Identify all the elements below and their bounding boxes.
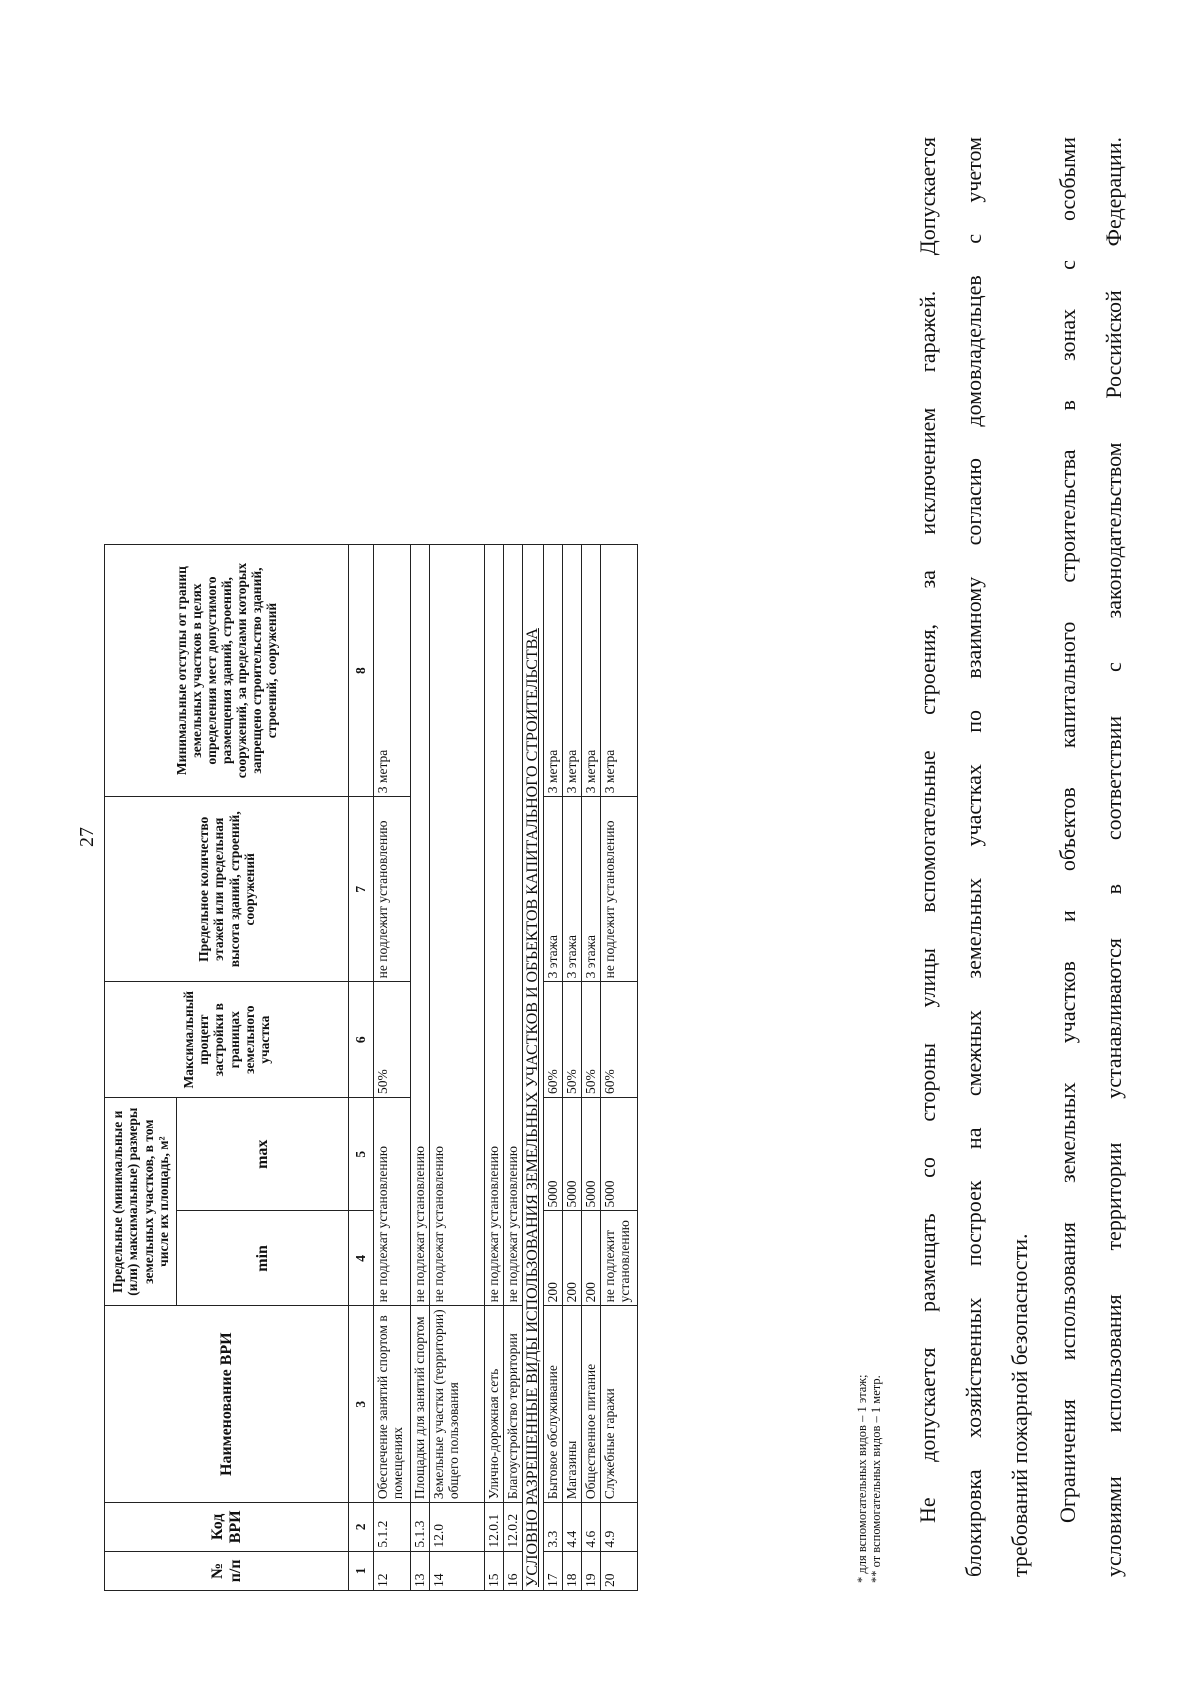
row-floors: не подлежит установлению [600, 797, 637, 982]
row-code: 12.0.1 [485, 1503, 504, 1552]
header-row-1 [105, 82, 177, 1591]
header-percent: Максимальный процент застройки в границах земельного участка [105, 982, 349, 1098]
row-percent: 50% [581, 982, 600, 1098]
row-max: 5000 [581, 1098, 600, 1211]
row-setback: 3 метра [374, 544, 411, 796]
col-number: 2 [349, 1503, 374, 1552]
header-code: Код ВРИ [105, 1503, 349, 1552]
row-number: 18 [562, 1551, 581, 1590]
col-number: 5 [349, 1098, 374, 1211]
row-name: Бытовое обслуживание [543, 1306, 562, 1503]
paragraph-line: блокировка хозяйственных построек на смежных земельных участках по взаимному согласию домовладельцев с учетом [961, 137, 986, 1577]
row-code: 4.9 [600, 1503, 637, 1552]
row-setback: 3 метра [600, 544, 637, 796]
row-max: 5000 [562, 1098, 581, 1211]
row-code: 5.1.3 [411, 1503, 430, 1552]
section-row [523, 82, 544, 1591]
table-row [485, 82, 504, 1591]
row-floors: 3 этажа [562, 797, 581, 982]
row-code: 12.0.2 [504, 1503, 523, 1552]
row-name: Земельные участки (территории) общего пользования [430, 1306, 485, 1503]
table-row [504, 82, 523, 1591]
paragraph-1 [905, 137, 1043, 1577]
row-max: 5000 [600, 1098, 637, 1211]
row-code: 4.4 [562, 1503, 581, 1552]
row-code: 12.0 [430, 1503, 485, 1552]
table-row [374, 82, 411, 1591]
row-percent: 60% [543, 982, 562, 1098]
row-code: 4.6 [581, 1503, 600, 1552]
row-sizes: не подлежат установлению [430, 544, 485, 1305]
row-setback: 3 метра [562, 544, 581, 796]
table-row [562, 82, 581, 1591]
row-sizes: не подлежат установлению [485, 544, 504, 1305]
row-name: Общественное питание [581, 1306, 600, 1503]
table-row [430, 82, 485, 1591]
paragraph-line: условиями использования территории устанавливаются в соответствии с законодательством Российской Федерации. [1101, 137, 1126, 1577]
row-name: Обеспечение занятий спортом в помещениях [374, 1306, 411, 1503]
header-max: max [177, 1098, 349, 1211]
footnote: * для вспомогательных видов – 1 этаж; [855, 1374, 869, 1583]
row-min: не подлежит установлению [600, 1211, 637, 1306]
row-number: 13 [411, 1551, 430, 1590]
row-sizes: не подлежат установлению [411, 544, 430, 1305]
header-sizes: Предельные (минимальные и (или) максимальные) размеры земельных участков, в том числе их площадь, м² [105, 1098, 177, 1306]
header-min: min [177, 1211, 349, 1306]
row-name: Служебные гаражи [600, 1306, 637, 1503]
paragraph-2 [1045, 137, 1137, 1577]
row-min: 200 [543, 1211, 562, 1306]
row-code: 5.1.2 [374, 1503, 411, 1552]
row-floors: не подлежит установлению [374, 797, 411, 982]
row-sizes: не подлежат установлению [374, 1098, 411, 1306]
row-name: Благоустройство территории [504, 1306, 523, 1503]
row-number: 14 [430, 1551, 485, 1590]
section-title: УСЛОВНО РАЗРЕШЕННЫЕ ВИДЫ ИСПОЛЬЗОВАНИЯ ЗЕМЕЛЬНЫХ УЧАСТКОВ И ОБЪЕКТОВ КАПИТАЛЬНОГО СТРОИТЕЛЬСТВА [523, 544, 544, 1590]
row-number: 12 [374, 1551, 411, 1590]
col-number: 1 [349, 1551, 374, 1590]
col-number: 6 [349, 982, 374, 1098]
row-setback: 3 метра [543, 544, 562, 796]
table-row [411, 82, 430, 1591]
row-percent: 60% [600, 982, 637, 1098]
col-number: 7 [349, 797, 374, 982]
header-num: № п/п [105, 1551, 349, 1590]
row-number: 15 [485, 1551, 504, 1590]
zoning-table [104, 81, 638, 1591]
row-name: Улично-дорожная сеть [485, 1306, 504, 1503]
row-code: 3.3 [543, 1503, 562, 1552]
row-min: 200 [562, 1211, 581, 1306]
paragraph-line: Не допускается размещать со стороны улицы вспомогательные строения, за исключением гаражей. Допускается [915, 137, 940, 1523]
row-floors: 3 этажа [543, 797, 562, 982]
table-row [600, 82, 637, 1591]
paragraph-line: требований пожарной безопасности. [1007, 1233, 1032, 1577]
col-number: 3 [349, 1306, 374, 1503]
table-row [581, 82, 600, 1591]
page-number: 27 [76, 827, 98, 847]
row-number: 19 [581, 1551, 600, 1590]
row-number: 17 [543, 1551, 562, 1590]
footnote: ** от вспомогательных видов – 1 метр. [869, 1375, 884, 1583]
col-number: 4 [349, 1211, 374, 1306]
col-number: 8 [349, 544, 374, 796]
header-setback: Минимальные отступы от границ земельных участков в целях определения мест допустимого размещения зданий, строений, сооружений, за пределами которых запрещено строительство зданий, строений, сооружений [105, 544, 349, 796]
row-setback: 3 метра [581, 544, 600, 796]
header-floors: Предельное количество этажей или предельная высота зданий, строений, сооружений [105, 797, 349, 982]
row-number: 16 [504, 1551, 523, 1590]
row-sizes: не подлежат установлению [504, 544, 523, 1305]
row-name: Площадки для занятий спортом [411, 1306, 430, 1503]
paragraph-line: Ограничения использования земельных участков и объектов капитального строительства в зонах с особыми [1055, 137, 1080, 1523]
header-name: Наименование ВРИ [105, 1306, 349, 1503]
row-min: 200 [581, 1211, 600, 1306]
row-percent: 50% [562, 982, 581, 1098]
row-number: 20 [600, 1551, 637, 1590]
row-percent: 50% [374, 982, 411, 1098]
row-floors: 3 этажа [581, 797, 600, 982]
footnotes [855, 1375, 884, 1583]
column-number-row [349, 82, 374, 1591]
table-row [543, 82, 562, 1591]
row-max: 5000 [543, 1098, 562, 1211]
row-name: Магазины [562, 1306, 581, 1503]
